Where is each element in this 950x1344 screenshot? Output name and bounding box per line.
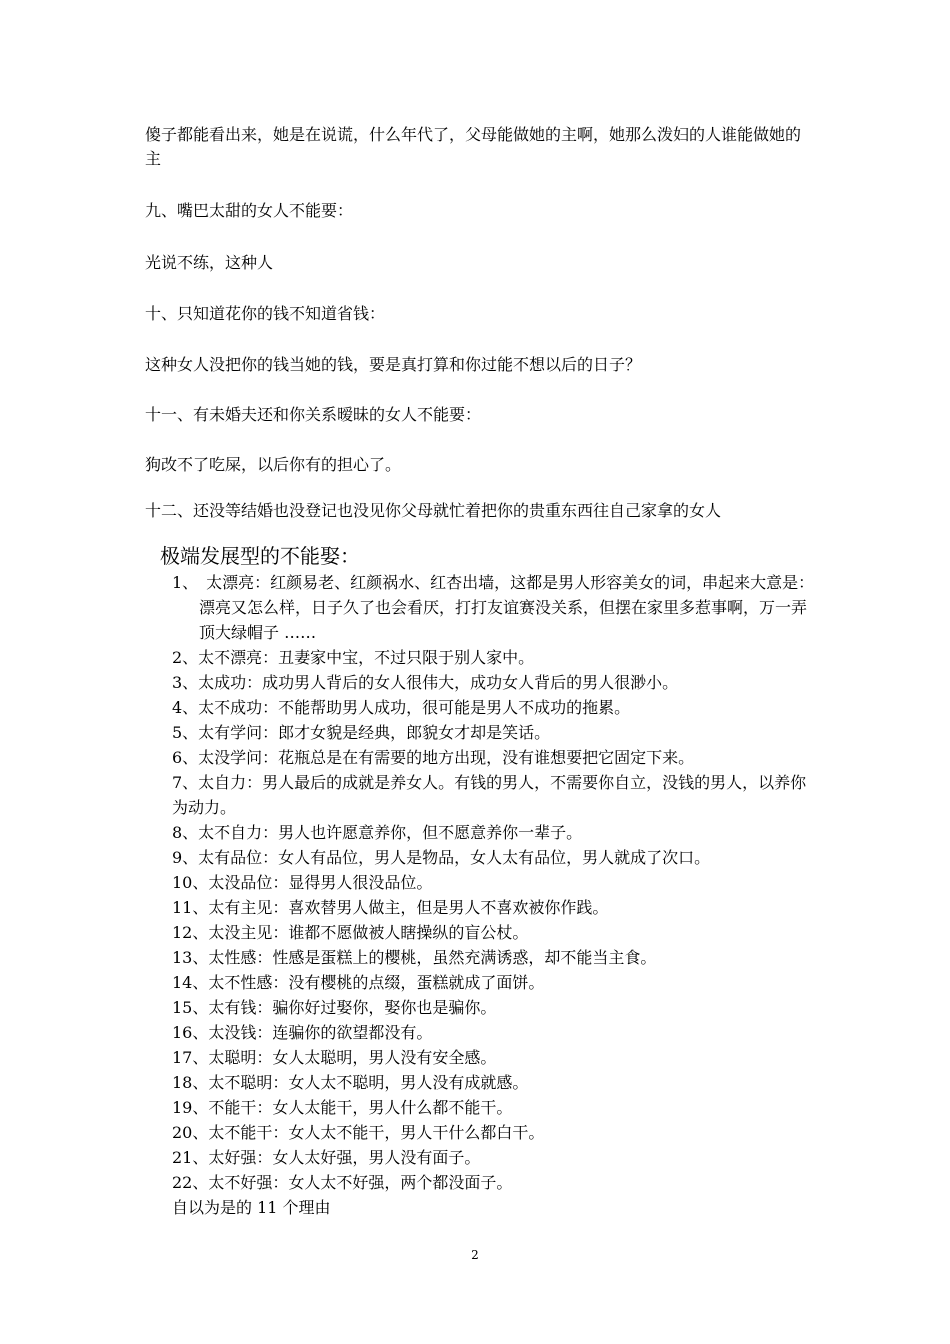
list-item: 14、太不性感：没有樱桃的点缀，蛋糕就成了面饼。 (172, 973, 545, 992)
section-eleven-title: 十一、有未婚夫还和你关系暧昧的女人不能要： (145, 405, 482, 424)
list-item: 15、太有钱：骗你好过娶你，娶你也是骗你。 (172, 998, 497, 1017)
section-eleven-body: 狗改不了吃屎，以后你有的担心了。 (145, 455, 402, 474)
numbered-list (172, 570, 817, 1195)
list-item: 18、太不聪明：女人太不聪明，男人没有成就感。 (172, 1073, 529, 1092)
list-item: 11、太有主见：喜欢替男人做主，但是男人不喜欢被你作践。 (172, 898, 609, 917)
list-item: 19、不能干：女人太能干，男人什么都不能干。 (172, 1098, 513, 1117)
section-ten-body: 这种女人没把你的钱当她的钱，要是真打算和你过能不想以后的日子？ (145, 355, 642, 374)
list-item: 5、太有学问：郎才女貌是经典，郎貌女才却是笑话。 (172, 723, 551, 742)
section-nine-title: 九、嘴巴太甜的女人不能要： (145, 201, 354, 220)
list-item: 1、 太漂亮：红颜易老、红颜祸水、红杏出墙，这都是男人形容美女的词，串起来大意是：漂亮又怎么样，日子久了也会看厌，打打友谊赛没关系，但摆在家里多惹事啊，万一弄顶大绿帽子 …… (172, 573, 815, 642)
list-item: 22、太不好强：女人太不好强，两个都没面子。 (172, 1173, 513, 1192)
list-item: 4、太不成功：不能帮助男人成功，很可能是男人不成功的拖累。 (172, 698, 631, 717)
section-twelve-title: 十二、还没等结婚也没登记也没见你父母就忙着把你的贵重东西往自己家拿的女人 (145, 501, 722, 520)
page-number: 2 (471, 1248, 479, 1262)
list-item: 3、太成功：成功男人背后的女人很伟大，成功女人背后的男人很渺小。 (172, 673, 679, 692)
list-item: 6、太没学问：花瓶总是在有需要的地方出现，没有谁想要把它固定下来。 (172, 748, 695, 767)
list-item: 21、太好强：女人太好强，男人没有面子。 (172, 1148, 481, 1167)
section-heading: 极端发展型的不能娶： (160, 544, 360, 568)
list-item: 10、太没品位：显得男人很没品位。 (172, 873, 433, 892)
list-item: 13、太性感：性感是蛋糕上的樱桃，虽然充满诱惑，却不能当主食。 (172, 948, 657, 967)
list-item: 2、太不漂亮：丑妻家中宝，不过只限于别人家中。 (172, 648, 535, 667)
list-item: 8、太不自力：男人也许愿意养你，但不愿意养你一辈子。 (172, 823, 583, 842)
list-item: 16、太没钱：连骗你的欲望都没有。 (172, 1023, 433, 1042)
list-item: 9、太有品位：女人有品位，男人是物品，女人太有品位，男人就成了次口。 (172, 848, 711, 867)
list-item: 7、太自力：男人最后的成就是养女人。有钱的男人，不需要你自立，没钱的男人，以养你为动力。 (172, 773, 807, 817)
section-ten-title: 十、只知道花你的钱不知道省钱： (145, 304, 386, 323)
paragraph-intro: 傻子都能看出来，她是在说谎，什么年代了，父母能做她的主啊，她那么泼妇的人谁能做她的主 (145, 125, 802, 168)
closing-line: 自以为是的 11 个理由 (172, 1198, 331, 1217)
list-item: 20、太不能干：女人太不能干，男人干什么都白干。 (172, 1123, 545, 1142)
section-nine-body: 光说不练，这种人 (145, 253, 274, 272)
list-item: 17、太聪明：女人太聪明，男人没有安全感。 (172, 1048, 497, 1067)
list-item: 12、太没主见：谁都不愿做被人瞎操纵的盲公杖。 (172, 923, 529, 942)
